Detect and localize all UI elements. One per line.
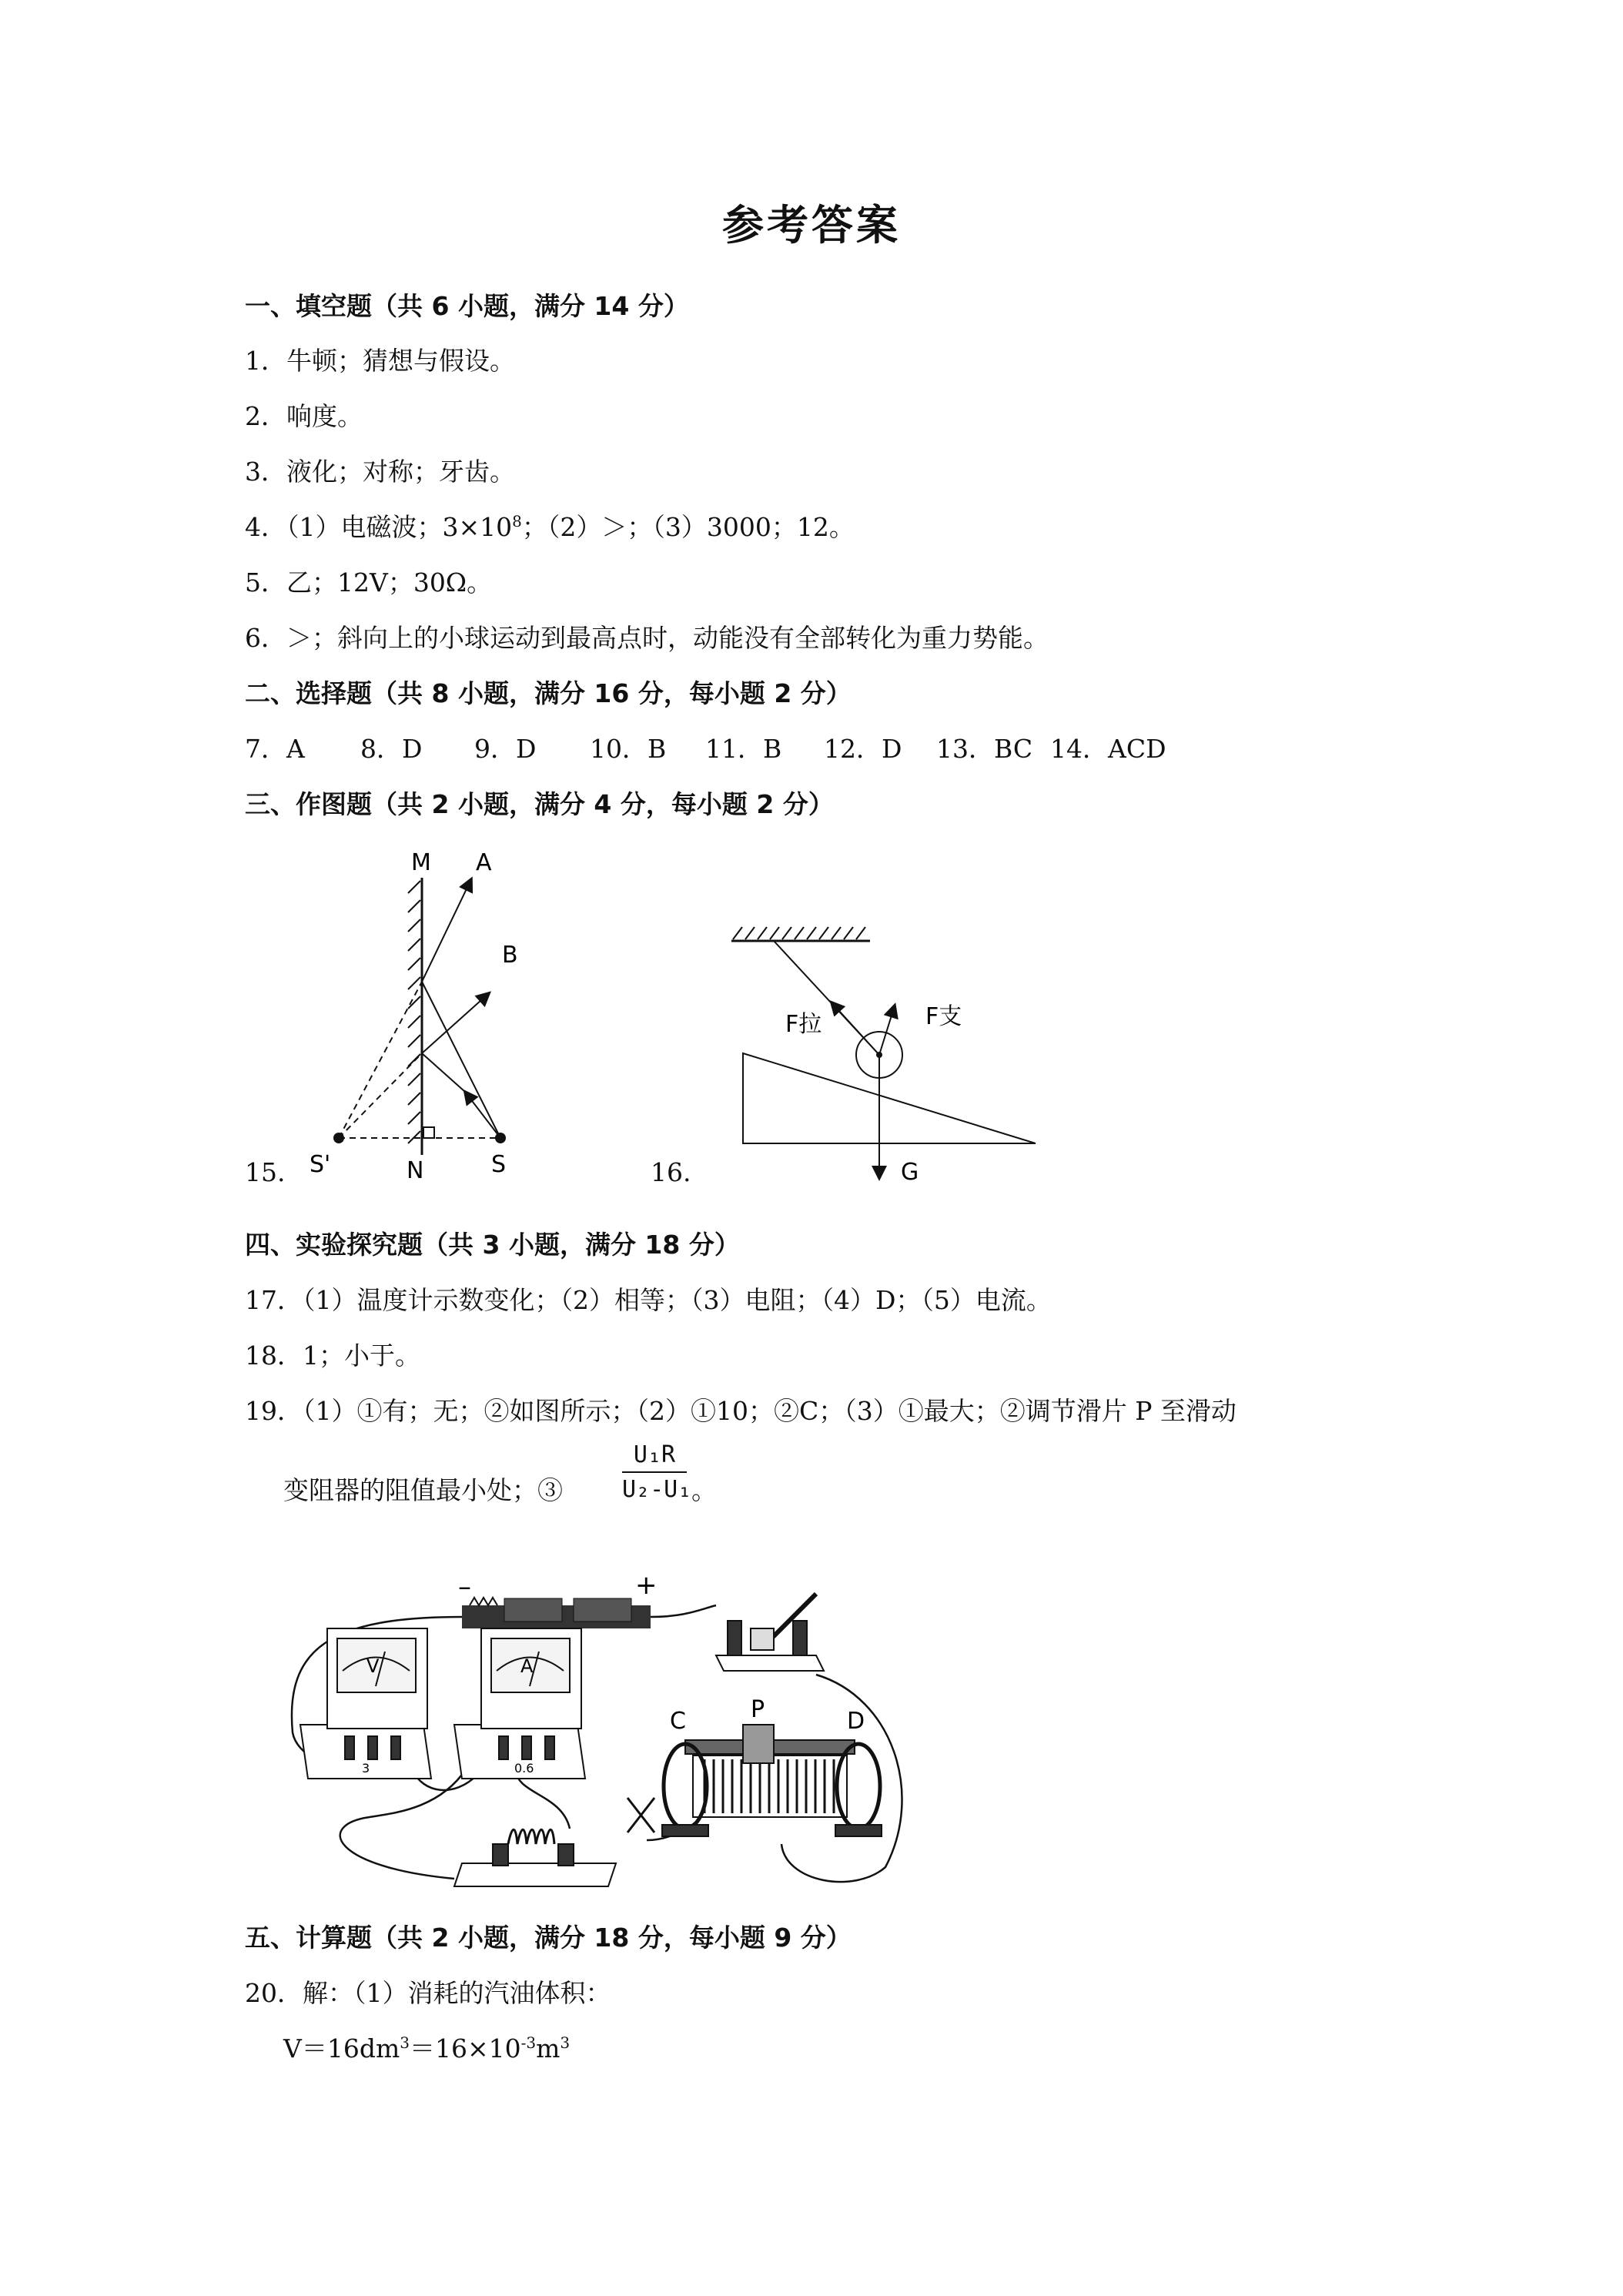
section-multiple-choice: 二、选择题（共 8 小题，满分 16 分，每小题 2 分） — [245, 678, 852, 708]
switch — [716, 1594, 824, 1671]
answer-1: 1．牛顿；猜想与假设。 — [245, 346, 515, 376]
answer-17: 17．（1）温度计示数变化；（2）相等；（3）电阻；（4）D；（5）电流。 — [245, 1285, 1052, 1315]
section-drawing: 三、作图题（共 2 小题，满分 4 分，每小题 2 分） — [245, 789, 834, 819]
voltmeter-label: V — [366, 1655, 380, 1677]
answer-20-exp-3: 3 — [560, 2033, 571, 2052]
ceiling-hatch — [731, 927, 870, 941]
mc-answer-7: 7．A — [245, 734, 305, 764]
answer-20-exp-1: 3 — [400, 2033, 410, 2052]
answer-18: 18．1；小于。 — [245, 1340, 420, 1371]
figure-15-number: 15. — [245, 1157, 286, 1187]
incident-ray-1-arrow — [465, 1092, 500, 1138]
label-f-support: F支 — [925, 1003, 962, 1030]
mc-answer-10: 10．B — [590, 734, 667, 764]
answer-20-line-2 — [283, 2029, 570, 2065]
rheostat-label-c: C — [670, 1708, 686, 1735]
incline — [743, 1053, 1036, 1143]
answer-19-line-2: 变阻器的阻值最小处；③ — [283, 1475, 563, 1505]
label-a: A — [476, 849, 492, 876]
label-b: B — [502, 942, 518, 969]
answer-3: 3．液化；对称；牙齿。 — [245, 457, 515, 487]
label-m: M — [411, 849, 431, 876]
section-experiment: 四、实验探究题（共 3 小题，满分 18 分） — [245, 1230, 740, 1260]
incident-ray-1 — [422, 1053, 465, 1092]
figure-15-mirror-diagram — [293, 839, 554, 1193]
battery-minus-label: – — [458, 1571, 471, 1602]
rheostat — [662, 1725, 882, 1836]
reflected-ray-a — [422, 879, 471, 982]
label-f-tension: F拉 — [785, 1011, 822, 1038]
voltmeter-scale: 3 — [362, 1761, 370, 1776]
label-s: S — [491, 1151, 507, 1178]
label-g: G — [901, 1159, 919, 1186]
answer-20-exp-2: -3 — [520, 2033, 537, 2052]
normal-force-arrow — [879, 1006, 895, 1055]
incident-ray-2 — [422, 982, 500, 1138]
source-point-s — [495, 1133, 506, 1143]
mc-answer-11: 11．B — [705, 734, 782, 764]
mc-answer-8: 8．D — [360, 734, 423, 764]
mc-answer-9: 9．D — [474, 734, 537, 764]
mc-answer-12: 12．D — [824, 734, 902, 764]
figure-16-number: 16. — [651, 1157, 691, 1187]
battery — [462, 1598, 651, 1628]
fraction-numerator: U₁R — [622, 1441, 687, 1473]
image-point-s-prime — [333, 1133, 344, 1143]
tension-arrow — [832, 1002, 879, 1055]
mirror-hatch — [408, 878, 422, 1155]
section-calculation: 五、计算题（共 2 小题，满分 18 分，每小题 9 分） — [245, 1923, 852, 1953]
answer-20-v: V＝16dm — [283, 2033, 400, 2063]
answer-4 — [245, 507, 855, 544]
mc-answer-14: 14．ACD — [1050, 734, 1166, 764]
rheostat-label-d: D — [847, 1708, 865, 1735]
section-fill-blank: 一、填空题（共 6 小题，满分 14 分） — [245, 291, 689, 321]
answer-20-line-1: 20．解：（1）消耗的汽油体积： — [245, 1978, 611, 2008]
virtual-ray-2 — [339, 1053, 422, 1138]
answer-20-eq: ＝16×10 — [409, 2033, 521, 2063]
voltmeter — [300, 1628, 431, 1779]
right-angle-mark — [423, 1127, 434, 1138]
answer-5: 5．乙；12V；30Ω。 — [245, 567, 493, 597]
figure-16-force-diagram — [716, 909, 1047, 1193]
answer-6: 6．＞；斜向上的小球运动到最高点时，动能没有全部转化为重力势能。 — [245, 623, 1049, 653]
fraction — [622, 1441, 692, 1503]
answer-2: 2．响度。 — [245, 401, 363, 431]
fraction-denominator: U₂-U₁ — [622, 1476, 692, 1503]
page-title: 参考答案 — [722, 201, 901, 249]
ammeter-label: A — [520, 1655, 534, 1677]
battery-plus-label: + — [635, 1570, 658, 1601]
circuit-diagram — [285, 1563, 916, 1906]
coil-resistor — [454, 1829, 616, 1886]
answer-19-period: 。 — [691, 1475, 717, 1505]
answer-4-exponent: 8 — [512, 512, 522, 530]
rheostat-label-p: P — [751, 1696, 765, 1723]
ammeter-scale: 0.6 — [514, 1761, 534, 1776]
label-n: N — [407, 1157, 424, 1184]
answer-4-pre: 4．（1）电磁波；3×10 — [245, 512, 513, 542]
answer-19-line-1: 19．（1）①有；无；②如图所示；（2）①10；②C；（3）①最大；②调节滑片 P 至滑动 — [245, 1396, 1236, 1426]
virtual-ray-1 — [339, 982, 422, 1138]
mc-answer-13: 13．BC — [936, 734, 1033, 764]
ammeter — [454, 1628, 585, 1779]
answer-20-unit: m — [536, 2033, 561, 2063]
label-s-prime: S' — [310, 1151, 331, 1178]
answer-4-post: ；（2）＞；（3）3000；12。 — [521, 512, 855, 542]
cross-mark — [627, 1798, 654, 1832]
